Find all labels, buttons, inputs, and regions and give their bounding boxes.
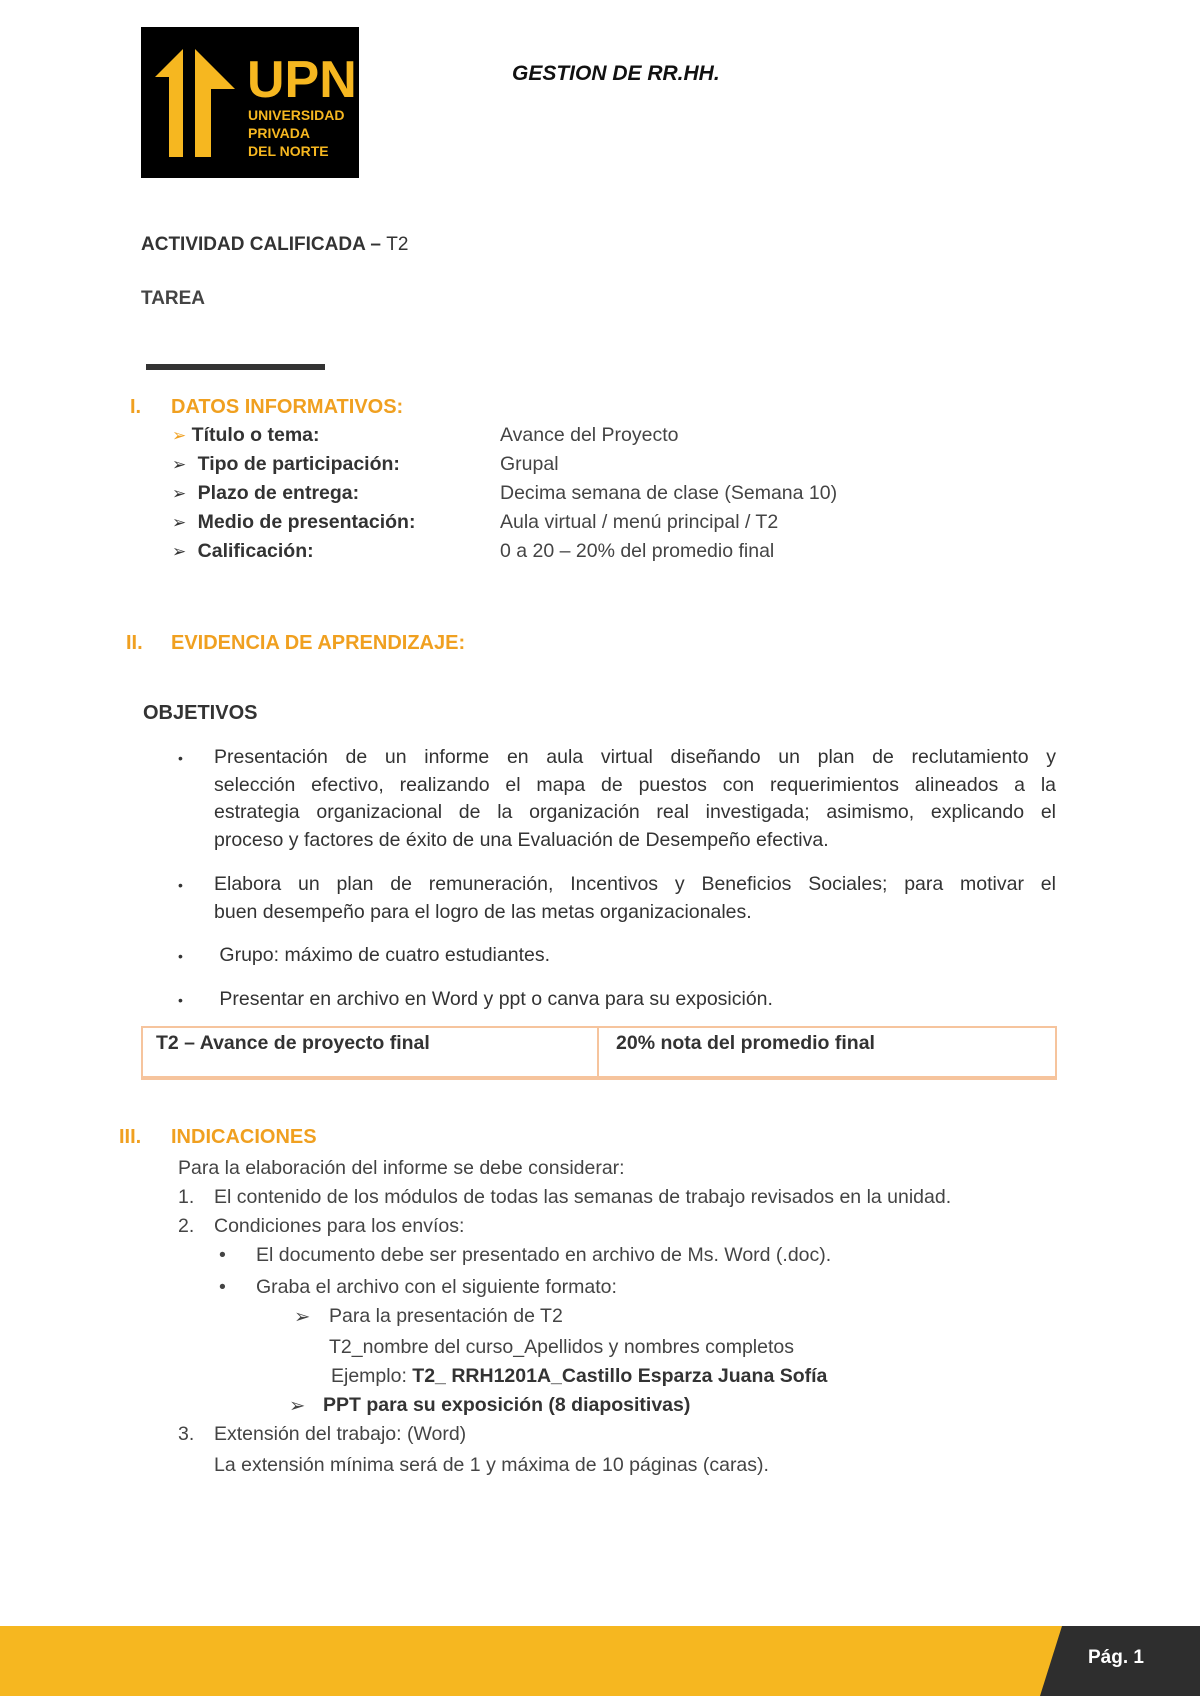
- table-cell-weight: 20% nota del promedio final: [616, 1032, 875, 1054]
- info-value: Decima semana de clase (Semana 10): [500, 482, 838, 504]
- info-label: Tipo de participación:: [197, 453, 400, 475]
- bullet-dot-icon: •: [178, 750, 183, 766]
- objective-line: selección efectivo, realizando el mapa de puestos con requerimientos alineados a la: [214, 773, 1056, 796]
- bullet-dot-icon: •: [178, 948, 183, 964]
- ppt-requirement: PPT para su exposición (8 diapositivas): [323, 1394, 691, 1416]
- example-value: T2_ RRH1201A_Castillo Esparza Juana Sofía: [412, 1365, 828, 1387]
- objective-line: buen desempeño para el logro de las metas organizacionales.: [214, 900, 752, 923]
- logo-line2: PRIVADA: [248, 125, 310, 141]
- indication-item: El contenido de los módulos de todas las semanas de trabajo revisados en la unidad.: [214, 1186, 952, 1208]
- info-label: Plazo de entrega:: [197, 482, 360, 504]
- indications-intro: Para la elaboración del informe se debe considerar:: [178, 1157, 625, 1179]
- task-type: TAREA: [141, 288, 206, 309]
- arrow-bullet-icon: ➢: [172, 542, 187, 561]
- arrow-bullet-icon: ➢: [294, 1306, 311, 1328]
- objectives-heading: OBJETIVOS: [143, 702, 258, 724]
- info-row-deadline: [172, 482, 359, 505]
- section3-number: III.: [119, 1126, 142, 1148]
- info-value: Grupal: [500, 453, 559, 475]
- info-row-participation: [172, 453, 400, 476]
- indication-item: Extensión del trabajo: (Word): [214, 1423, 467, 1445]
- grading-table: [141, 1026, 1057, 1080]
- info-label: Medio de presentación:: [197, 511, 416, 533]
- logo-line1: UNIVERSIDAD: [248, 107, 345, 123]
- upn-logo: [141, 27, 359, 178]
- logo-line3: DEL NORTE: [248, 143, 329, 159]
- info-value: Avance del Proyecto: [500, 424, 679, 446]
- example-label: Ejemplo:: [331, 1365, 413, 1387]
- info-label: Calificación:: [197, 540, 314, 562]
- section1-title: DATOS INFORMATIVOS:: [171, 396, 404, 418]
- divider-rule: [146, 364, 325, 370]
- info-row-medium: [172, 511, 415, 534]
- bullet-dot-icon: •: [219, 1244, 226, 1266]
- objective-line: Elabora un plan de remuneración, Incentivos y Beneficios Sociales; para motivar el: [214, 873, 1056, 895]
- objective-item: Presentar en archivo en Word y ppt o canva para su exposición.: [214, 988, 773, 1010]
- logo-brand: UPN: [247, 51, 357, 109]
- list-number: 1.: [178, 1186, 195, 1208]
- activity-label: ACTIVIDAD CALIFICADA: [141, 234, 366, 255]
- bullet-dot-icon: •: [178, 877, 183, 893]
- indication-item: Condiciones para los envíos:: [214, 1215, 465, 1237]
- arrow-bullet-icon: ➢: [172, 426, 187, 445]
- objective-item: Grupo: máximo de cuatro estudiantes.: [214, 944, 551, 966]
- info-row-grade: [172, 540, 314, 563]
- format-example: [331, 1365, 827, 1388]
- activity-heading: [141, 234, 408, 256]
- format-template: T2_nombre del curso_Apellidos y nombres completos: [329, 1336, 794, 1358]
- info-row-title: [172, 424, 320, 447]
- info-value: 0 a 20 – 20% del promedio final: [500, 540, 775, 562]
- info-value: Aula virtual / menú principal / T2: [500, 511, 779, 533]
- format-heading: Para la presentación de T2: [329, 1305, 563, 1327]
- list-number: 3.: [178, 1423, 195, 1445]
- section3-title: INDICACIONES: [171, 1126, 317, 1148]
- table-cell-activity: T2 – Avance de proyecto final: [143, 1028, 599, 1076]
- objective-line: proceso y factores de éxito de una Evaluación de Desempeño efectiva.: [214, 828, 829, 851]
- arrow-bullet-icon: ➢: [172, 455, 187, 474]
- section1-number: I.: [130, 396, 142, 418]
- arrow-bullet-icon: ➢: [172, 513, 187, 532]
- activity-dash: –: [365, 234, 387, 255]
- course-title: GESTION DE RR.HH.: [512, 62, 720, 85]
- list-number: 2.: [178, 1215, 195, 1237]
- objective-line: estrategia organizacional de la organización real investigada; asimismo, explicando el: [214, 801, 1056, 823]
- indication-subitem: El documento debe ser presentado en archivo de Ms. Word (.doc).: [256, 1244, 832, 1266]
- indication-subitem: Graba el archivo con el siguiente formato:: [256, 1276, 617, 1298]
- page-number: Pág. 1: [1088, 1647, 1144, 1668]
- bullet-dot-icon: •: [178, 992, 183, 1008]
- footer-bar: [0, 1626, 1200, 1696]
- extension-detail: La extensión mínima será de 1 y máxima de 10 páginas (caras).: [214, 1454, 769, 1476]
- bullet-dot-icon: •: [219, 1276, 226, 1298]
- section2-title: EVIDENCIA DE APRENDIZAJE:: [171, 632, 466, 654]
- objective-item: [214, 871, 1056, 926]
- objective-item: [214, 744, 1056, 854]
- activity-code: T2: [386, 234, 409, 255]
- info-label: Título o tema:: [191, 424, 320, 446]
- arrow-bullet-icon: ➢: [289, 1395, 306, 1417]
- objective-line: Presentación de un informe en aula virtual diseñando un plan de reclutamiento y: [214, 746, 1056, 768]
- section2-number: II.: [126, 632, 143, 654]
- arrow-bullet-icon: ➢: [172, 484, 187, 503]
